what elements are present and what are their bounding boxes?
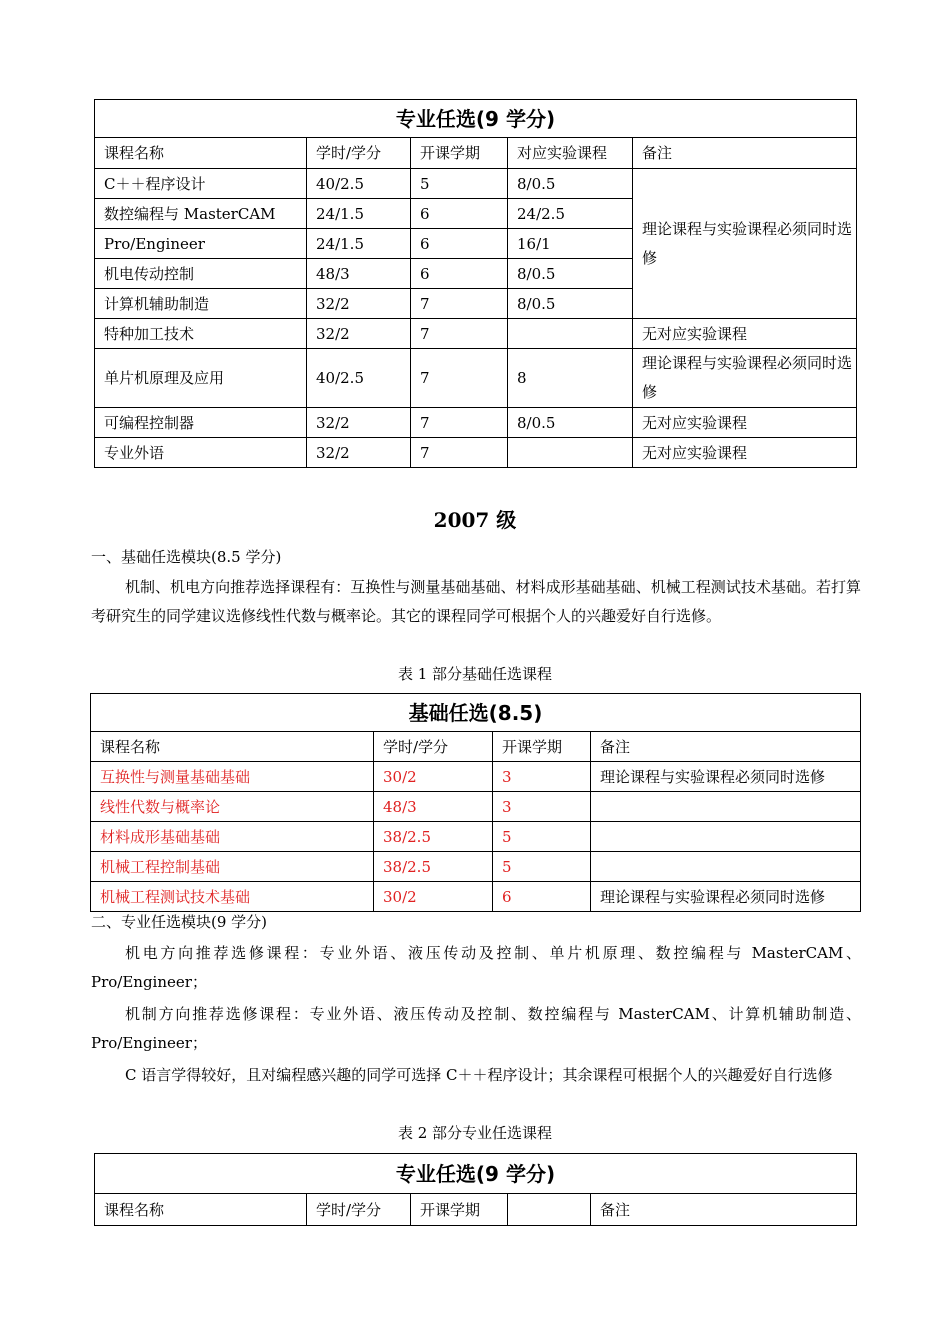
cell-note: 理论课程与实验课程必须同时选修 [591,762,861,792]
table-title: 基础任选(8.5) [91,694,861,732]
header-note: 备注 [591,732,861,762]
major-elective-table-2 [94,1153,857,1226]
cell-note: 理论课程与实验课程必须同时选修 [633,349,857,408]
header-semester: 开课学期 [411,138,508,169]
header-note: 备注 [633,138,857,169]
paragraph-3: 机制方向推荐选修课程：专业外语、液压传动及控制、数控编程与 MasterCAM、计算机辅助制造、Pro/Engineer； [91,1005,861,1052]
cell-hours: 32/2 [307,319,411,349]
cell-hours: 24/1.5 [307,199,411,229]
elective-table-top [94,99,857,468]
table-2-caption: 表 2 部分专业任选课程 [397,1124,553,1142]
header-course: 课程名称 [91,732,374,762]
section-heading-2007: 2007 级 [433,508,517,532]
cell-semester: 7 [411,289,508,319]
cell-course: C＋＋程序设计 [95,169,307,199]
cell-semester: 6 [493,882,591,912]
cell-semester: 6 [411,259,508,289]
cell-note [591,852,861,882]
cell-lab: 8/0.5 [508,259,633,289]
header-hours: 学时/学分 [307,138,411,169]
cell-course: 计算机辅助制造 [95,289,307,319]
cell-hours: 30/2 [374,882,493,912]
cell-note [591,822,861,852]
cell-note: 无对应实验课程 [633,408,857,438]
table-row [95,438,857,468]
paragraph-2: 机电方向推荐选修课程：专业外语、液压传动及控制、单片机原理、数控编程与 MasterCAM、Pro/Engineer； [91,944,861,991]
cell-hours: 32/2 [307,438,411,468]
table-row [91,882,861,912]
cell-hours: 48/3 [374,792,493,822]
cell-course: 专业外语 [95,438,307,468]
table-row [91,822,861,852]
cell-course: 互换性与测量基础基础 [91,762,374,792]
header-lab: 对应实验课程 [508,138,633,169]
header-semester: 开课学期 [493,732,591,762]
module-2-title: 二、专业任选模块(9 学分) [91,913,268,931]
cell-course: 线性代数与概率论 [91,792,374,822]
table-row [95,319,857,349]
cell-course: Pro/Engineer [95,229,307,259]
cell-lab: 24/2.5 [508,199,633,229]
cell-lab: 8/0.5 [508,169,633,199]
basic-elective-table [90,693,861,912]
table-row [91,852,861,882]
cell-note: 理论课程与实验课程必须同时选修 [591,882,861,912]
header-empty [508,1194,591,1226]
cell-lab: 8/0.5 [508,408,633,438]
cell-note: 无对应实验课程 [633,438,857,468]
cell-semester: 7 [411,349,508,408]
table-1-caption: 表 1 部分基础任选课程 [397,665,553,683]
cell-course: 可编程控制器 [95,408,307,438]
module-1-title: 一、基础任选模块(8.5 学分) [91,548,282,566]
cell-lab [508,438,633,468]
cell-course: 机械工程控制基础 [91,852,374,882]
cell-semester: 7 [411,319,508,349]
cell-course: 机械工程测试技术基础 [91,882,374,912]
cell-course: 单片机原理及应用 [95,349,307,408]
cell-hours: 40/2.5 [307,349,411,408]
cell-course: 材料成形基础基础 [91,822,374,852]
cell-semester: 5 [411,169,508,199]
header-course: 课程名称 [95,1194,307,1226]
cell-lab: 16/1 [508,229,633,259]
cell-semester: 7 [411,408,508,438]
table-title: 专业任选(9 学分) [95,1154,857,1194]
cell-hours: 48/3 [307,259,411,289]
header-semester: 开课学期 [411,1194,508,1226]
cell-semester: 5 [493,822,591,852]
cell-lab: 8/0.5 [508,289,633,319]
cell-hours: 40/2.5 [307,169,411,199]
header-hours: 学时/学分 [307,1194,411,1226]
cell-course: 数控编程与 MasterCAM [95,199,307,229]
cell-lab: 8 [508,349,633,408]
paragraph-1: 机制、机电方向推荐选择课程有：互换性与测量基础基础、材料成形基础基础、机械工程测试技术基础。若打算考研究生的同学建议选修线性代数与概率论。其它的课程同学可根据个人的兴趣爱好自行选修。 [91,578,861,625]
cell-course: 机电传动控制 [95,259,307,289]
cell-hours: 24/1.5 [307,229,411,259]
table-row [95,169,857,199]
cell-semester: 5 [493,852,591,882]
cell-hours: 38/2.5 [374,852,493,882]
cell-lab [508,319,633,349]
table-row [91,762,861,792]
cell-semester: 3 [493,762,591,792]
cell-course: 特种加工技术 [95,319,307,349]
cell-hours: 30/2 [374,762,493,792]
cell-hours: 38/2.5 [374,822,493,852]
table-row [95,349,857,408]
cell-note: 无对应实验课程 [633,319,857,349]
cell-note [591,792,861,822]
cell-semester: 6 [411,229,508,259]
header-course: 课程名称 [95,138,307,169]
cell-semester: 7 [411,438,508,468]
header-note: 备注 [591,1194,857,1226]
cell-semester: 3 [493,792,591,822]
table-row [91,792,861,822]
cell-note-merged: 理论课程与实验课程必须同时选修 [633,169,857,319]
header-hours: 学时/学分 [374,732,493,762]
cell-hours: 32/2 [307,289,411,319]
cell-hours: 32/2 [307,408,411,438]
table-title: 专业任选(9 学分) [95,100,857,138]
table-row [95,408,857,438]
paragraph-4: C 语言学得较好，且对编程感兴趣的同学可选择 C＋＋程序设计；其余课程可根据个人的兴趣爱好自行选修 [125,1066,833,1084]
cell-semester: 6 [411,199,508,229]
